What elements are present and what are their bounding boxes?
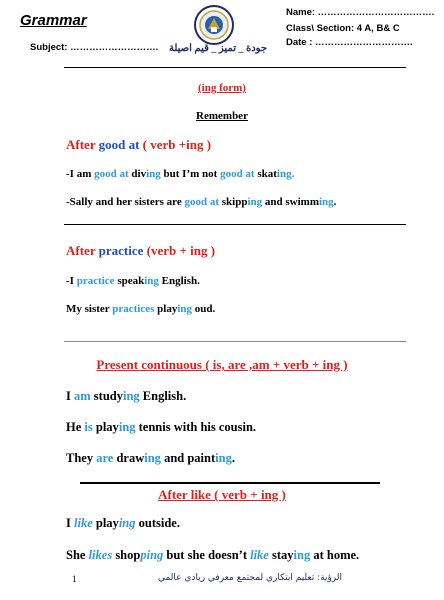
example-practice-1: -I practice speaking English.	[66, 275, 200, 287]
section-practice-heading: After practice (verb + ing )	[66, 243, 216, 258]
section-divider	[64, 224, 406, 225]
subject-field: Subject: ……………………….	[30, 42, 159, 53]
worksheet-title: Grammar	[20, 12, 87, 29]
example-good-at-1: -I am good at diving but I’m not good at skating.	[66, 168, 295, 180]
date-field: Date : ………………………….	[286, 37, 413, 48]
school-vision: الرؤية: تعليم ابتكاري لمجتمع معرفي ريادي عالمي	[157, 573, 343, 583]
example-good-at-2: -Sally and her sisters are good at skipping and swimming.	[66, 196, 337, 208]
topic-heading: (ing form)	[198, 82, 246, 94]
example-continuous-2: He is playing tennis with his cousin.	[66, 420, 257, 434]
section-present-continuous-heading: Present continuous ( is, are ,am + verb + ing )	[96, 357, 348, 372]
page-number: 1	[72, 574, 77, 584]
section-divider	[80, 482, 380, 484]
remember-heading: Remember	[196, 110, 248, 122]
section-like-heading: After like ( verb + ing )	[158, 487, 286, 502]
example-continuous-3: They are drawing and painting.	[66, 451, 235, 465]
example-continuous-1: I am studying English.	[66, 389, 187, 403]
school-motto: جودة _ تميز _ قيم اصيلة	[168, 43, 268, 54]
class-section-field: Class\ Section: 4 A, B& C	[286, 23, 400, 34]
name-field: Name: ……………………………….	[286, 7, 435, 18]
example-like-2: She likes shopping but she doesn’t like staying at home.	[66, 548, 360, 562]
header-divider	[64, 67, 406, 68]
section-divider	[64, 341, 406, 342]
example-like-1: I like playing outside.	[66, 516, 180, 530]
example-practice-2: My sister practices playing oud.	[66, 303, 216, 315]
section-good-at-heading: After good at ( verb +ing )	[66, 137, 212, 152]
